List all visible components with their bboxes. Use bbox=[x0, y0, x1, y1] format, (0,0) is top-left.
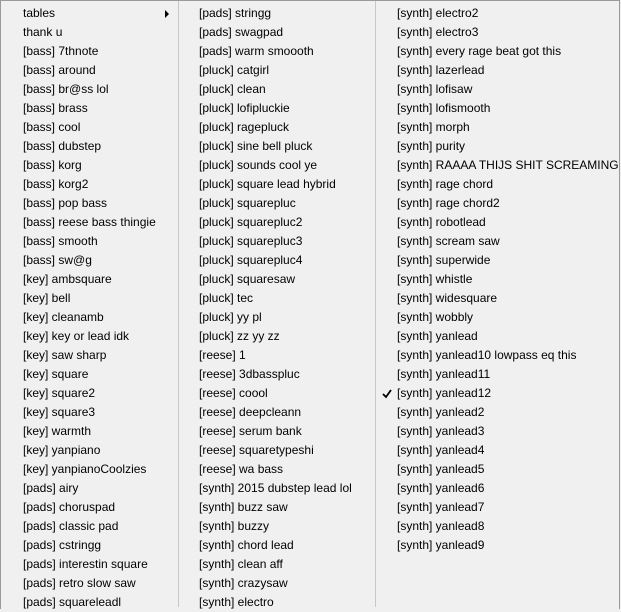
menu-item-label: [bass] cool bbox=[23, 120, 81, 134]
menu-item[interactable] bbox=[179, 232, 375, 251]
menu-item[interactable] bbox=[1, 137, 177, 156]
menu-item-label: [bass] around bbox=[23, 63, 96, 77]
menu-item-label: [bass] reese bass thingie bbox=[23, 215, 156, 229]
menu-item[interactable] bbox=[179, 536, 375, 555]
menu-item-label: [bass] pop bass bbox=[23, 196, 108, 210]
menu-item-label: [reese] wa bass bbox=[199, 462, 284, 476]
menu-item-label: [pads] choruspad bbox=[23, 500, 116, 514]
menu-item-label: [pluck] ragepluck bbox=[199, 120, 290, 134]
menu-item-label: [pluck] clean bbox=[199, 82, 266, 96]
menu-item-label: [synth] crazysaw bbox=[199, 576, 288, 590]
menu-item[interactable] bbox=[179, 498, 375, 517]
menu-item[interactable] bbox=[1, 289, 177, 308]
menu-item-label: [reese] 1 bbox=[199, 348, 246, 362]
menu-column-1 bbox=[1, 4, 177, 612]
menu-item-label: [key] square bbox=[23, 367, 89, 381]
menu-item[interactable] bbox=[1, 384, 177, 403]
menu-item-label: [synth] yanlead4 bbox=[397, 443, 485, 457]
menu-item[interactable] bbox=[179, 441, 375, 460]
menu-item[interactable] bbox=[376, 498, 620, 517]
menu-item[interactable] bbox=[376, 4, 620, 23]
menu-item[interactable] bbox=[376, 61, 620, 80]
menu-item[interactable] bbox=[1, 232, 177, 251]
menu-item-label: [bass] brass bbox=[23, 101, 88, 115]
menu-item[interactable] bbox=[376, 270, 620, 289]
menu-item[interactable] bbox=[376, 384, 620, 403]
menu-item[interactable] bbox=[179, 4, 375, 23]
menu-item[interactable] bbox=[1, 194, 177, 213]
menu-item[interactable] bbox=[376, 175, 620, 194]
menu-item[interactable] bbox=[179, 137, 375, 156]
menu-item-label: [pluck] yy pl bbox=[199, 310, 262, 324]
menu-item-label: [key] ambsquare bbox=[23, 272, 112, 286]
menu-item-label: [synth] electro3 bbox=[397, 25, 479, 39]
menu-item[interactable] bbox=[1, 42, 177, 61]
menu-item-label: [key] yanpiano bbox=[23, 443, 101, 457]
menu-item[interactable] bbox=[376, 232, 620, 251]
menu-column-2 bbox=[178, 1, 375, 607]
menu-item-label: [synth] lofismooth bbox=[397, 101, 491, 115]
menu-item[interactable] bbox=[1, 61, 177, 80]
menu-item-label: [synth] purity bbox=[397, 139, 466, 153]
menu-item[interactable] bbox=[1, 327, 177, 346]
menu-item[interactable] bbox=[179, 308, 375, 327]
menu-item-label: [synth] electro2 bbox=[397, 6, 479, 20]
menu-item[interactable] bbox=[1, 213, 177, 232]
menu-item-label: [pluck] catgirl bbox=[199, 63, 270, 77]
menu-item-label: [pads] stringg bbox=[199, 6, 272, 20]
menu-item-label: [key] square2 bbox=[23, 386, 96, 400]
menu-item[interactable] bbox=[376, 213, 620, 232]
menu-item-label: [key] bell bbox=[23, 291, 71, 305]
menu-item[interactable] bbox=[179, 460, 375, 479]
menu-item[interactable] bbox=[376, 346, 620, 365]
menu-item[interactable] bbox=[1, 175, 177, 194]
menu-item-label: [key] cleanamb bbox=[23, 310, 104, 324]
submenu-item[interactable] bbox=[1, 4, 177, 23]
menu-item[interactable] bbox=[1, 479, 177, 498]
menu-item[interactable] bbox=[1, 118, 177, 137]
menu-item-label: [synth] yanlead7 bbox=[397, 500, 485, 514]
menu-item-label: [reese] 3dbasspluc bbox=[199, 367, 300, 381]
menu-item[interactable] bbox=[179, 175, 375, 194]
menu-item[interactable] bbox=[376, 422, 620, 441]
menu-item[interactable] bbox=[1, 251, 177, 270]
menu-item[interactable] bbox=[1, 498, 177, 517]
menu-item-label: [synth] yanlead3 bbox=[397, 424, 485, 438]
menu-item[interactable] bbox=[179, 194, 375, 213]
menu-item-label: [synth] rage chord bbox=[397, 177, 494, 191]
menu-item[interactable] bbox=[179, 574, 375, 593]
menu-item[interactable] bbox=[1, 156, 177, 175]
menu-item[interactable] bbox=[179, 61, 375, 80]
menu-item-label: [synth] rage chord2 bbox=[397, 196, 500, 210]
menu-item[interactable] bbox=[1, 80, 177, 99]
menu-item-label: [key] saw sharp bbox=[23, 348, 107, 362]
menu-item-label: [synth] lazerlead bbox=[397, 63, 485, 77]
menu-item[interactable] bbox=[1, 346, 177, 365]
menu-item[interactable] bbox=[1, 555, 177, 574]
menu-item-label: [pluck] sounds cool ye bbox=[199, 158, 318, 172]
menu-item-label: [synth] every rage beat got this bbox=[397, 44, 562, 58]
menu-item-label: [synth] yanlead9 bbox=[397, 538, 485, 552]
menu-item-label: [pluck] squarepluc2 bbox=[199, 215, 303, 229]
menu-item[interactable] bbox=[179, 346, 375, 365]
menu-item-label: [bass] smooth bbox=[23, 234, 98, 248]
menu-item-label: [synth] buzz saw bbox=[199, 500, 288, 514]
menu-item-label: [key] key or lead idk bbox=[23, 329, 130, 343]
menu-item-label: [bass] korg2 bbox=[23, 177, 89, 191]
menu-item-label: [pluck] sine bell pluck bbox=[199, 139, 313, 153]
menu-item-label: [key] square3 bbox=[23, 405, 96, 419]
menu-item-label: [synth] yanlead bbox=[397, 329, 478, 343]
menu-item-label: thank u bbox=[23, 25, 63, 39]
menu-item[interactable] bbox=[1, 574, 177, 593]
menu-item[interactable] bbox=[376, 289, 620, 308]
menu-item-label: [pads] interestin square bbox=[23, 557, 148, 571]
menu-item[interactable] bbox=[1, 308, 177, 327]
menu-item[interactable] bbox=[179, 517, 375, 536]
menu-item-label: [bass] korg bbox=[23, 158, 82, 172]
menu-column-3 bbox=[375, 1, 620, 607]
menu-item[interactable] bbox=[1, 441, 177, 460]
menu-item-label: [synth] clean aff bbox=[199, 557, 283, 571]
menu-item[interactable] bbox=[179, 213, 375, 232]
menu-item-label: [synth] lofisaw bbox=[397, 82, 473, 96]
menu-item[interactable] bbox=[179, 80, 375, 99]
menu-item-label: [synth] yanlead8 bbox=[397, 519, 485, 533]
menu-item-label: [bass] dubstep bbox=[23, 139, 102, 153]
menu-item-label: [pluck] squaresaw bbox=[199, 272, 296, 286]
menu-item-label: [pads] retro slow saw bbox=[23, 576, 136, 590]
menu-item[interactable] bbox=[179, 118, 375, 137]
menu-item[interactable] bbox=[376, 137, 620, 156]
menu-item[interactable] bbox=[1, 517, 177, 536]
menu-item[interactable] bbox=[179, 270, 375, 289]
menu-item-label: [reese] deepcleann bbox=[199, 405, 302, 419]
menu-item-label: tables bbox=[23, 6, 56, 20]
menu-item[interactable] bbox=[179, 555, 375, 574]
menu-item[interactable] bbox=[376, 403, 620, 422]
menu-item-label: [pads] squareleadl bbox=[23, 595, 122, 609]
menu-item[interactable] bbox=[179, 156, 375, 175]
menu-item-label: [synth] 2015 dubstep lead lol bbox=[199, 481, 352, 495]
menu-item[interactable] bbox=[376, 42, 620, 61]
menu-item[interactable] bbox=[179, 289, 375, 308]
menu-item-label: [pads] cstringg bbox=[23, 538, 102, 552]
menu-item-label: [pads] warm smoooth bbox=[199, 44, 314, 58]
menu-item-label: [pluck] squarepluc4 bbox=[199, 253, 303, 267]
menu-item[interactable] bbox=[376, 308, 620, 327]
menu-item[interactable] bbox=[179, 365, 375, 384]
menu-item[interactable] bbox=[1, 99, 177, 118]
menu-item[interactable] bbox=[1, 593, 177, 612]
menu-item-label: [synth] whistle bbox=[397, 272, 473, 286]
menu-item[interactable] bbox=[1, 536, 177, 555]
menu-item-label: [pads] airy bbox=[23, 481, 79, 495]
menu-item-label: [synth] yanlead2 bbox=[397, 405, 485, 419]
menu-item-label: [synth] scream saw bbox=[397, 234, 500, 248]
menu-item[interactable] bbox=[376, 327, 620, 346]
menu-item[interactable] bbox=[376, 194, 620, 213]
menu-item-label: [synth] chord lead bbox=[199, 538, 294, 552]
menu-item-label: [key] warmth bbox=[23, 424, 92, 438]
menu-item-label: [pads] swagpad bbox=[199, 25, 284, 39]
menu-item-label: [reese] serum bank bbox=[199, 424, 302, 438]
menu-item[interactable] bbox=[1, 270, 177, 289]
menu-item-label: [bass] 7thnote bbox=[23, 44, 99, 58]
menu-item[interactable] bbox=[376, 460, 620, 479]
menu-item-label: [key] yanpianoCoolzies bbox=[23, 462, 147, 476]
menu-item-label: [synth] electro bbox=[199, 595, 274, 609]
menu-item-label: [synth] yanlead11 bbox=[397, 367, 491, 381]
menu-item[interactable] bbox=[179, 403, 375, 422]
menu-item-label: [synth] yanlead6 bbox=[397, 481, 485, 495]
menu-item[interactable] bbox=[179, 23, 375, 42]
menu-item[interactable] bbox=[1, 403, 177, 422]
menu-item[interactable] bbox=[1, 23, 177, 42]
menu-item[interactable] bbox=[376, 118, 620, 137]
menu-item-label: [pluck] lofipluckie bbox=[199, 101, 290, 115]
menu-item[interactable] bbox=[376, 99, 620, 118]
menu-item[interactable] bbox=[179, 42, 375, 61]
submenu-arrow-icon bbox=[165, 10, 169, 18]
menu-item[interactable] bbox=[179, 479, 375, 498]
menu-item[interactable] bbox=[1, 460, 177, 479]
menu-item[interactable] bbox=[376, 251, 620, 270]
menu-item-label: [pluck] squarepluc3 bbox=[199, 234, 303, 248]
menu-item[interactable] bbox=[1, 365, 177, 384]
menu-item-label: [pluck] squarepluc bbox=[199, 196, 296, 210]
menu-item-label: [bass] br@ss lol bbox=[23, 82, 109, 96]
menu-item-label: [synth] yanlead10 lowpass eq this bbox=[397, 348, 577, 362]
menu-item-label: [bass] sw@g bbox=[23, 253, 92, 267]
menu-item-label: [synth] widesquare bbox=[397, 291, 498, 305]
menu-item-label: [synth] morph bbox=[397, 120, 470, 134]
menu-item-label: [synth] yanlead12 bbox=[397, 386, 492, 400]
menu-item[interactable] bbox=[376, 365, 620, 384]
menu-item-label: [reese] squaretypeshi bbox=[199, 443, 314, 457]
menu-item[interactable] bbox=[376, 156, 620, 175]
menu-item-label: [pluck] zz yy zz bbox=[199, 329, 280, 343]
menu-item-label: [pads] classic pad bbox=[23, 519, 119, 533]
menu-item[interactable] bbox=[179, 422, 375, 441]
menu-item[interactable] bbox=[179, 384, 375, 403]
menu-item[interactable] bbox=[179, 327, 375, 346]
menu-item[interactable] bbox=[376, 479, 620, 498]
menu-item-label: [synth] RAAAA THIJS SHIT SCREAMING bbox=[397, 158, 619, 172]
menu-item-label: [reese] coool bbox=[199, 386, 268, 400]
menu-item[interactable] bbox=[179, 593, 375, 612]
menu-item[interactable] bbox=[376, 536, 620, 555]
menu-item-label: [pluck] square lead hybrid bbox=[199, 177, 336, 191]
menu-item[interactable] bbox=[1, 422, 177, 441]
menu-item[interactable] bbox=[376, 517, 620, 536]
menu-item[interactable] bbox=[376, 80, 620, 99]
checkmark-icon bbox=[381, 384, 393, 403]
menu-item[interactable] bbox=[179, 251, 375, 270]
menu-item-label: [synth] wobbly bbox=[397, 310, 474, 324]
menu-item-label: [pluck] tec bbox=[199, 291, 254, 305]
menu-item-label: [synth] superwide bbox=[397, 253, 491, 267]
menu-item-label: [synth] buzzy bbox=[199, 519, 270, 533]
menu-item[interactable] bbox=[376, 23, 620, 42]
menu-item-label: [synth] yanlead5 bbox=[397, 462, 485, 476]
menu-item[interactable] bbox=[376, 441, 620, 460]
menu-item-label: [synth] robotlead bbox=[397, 215, 486, 229]
menu-item[interactable] bbox=[179, 99, 375, 118]
